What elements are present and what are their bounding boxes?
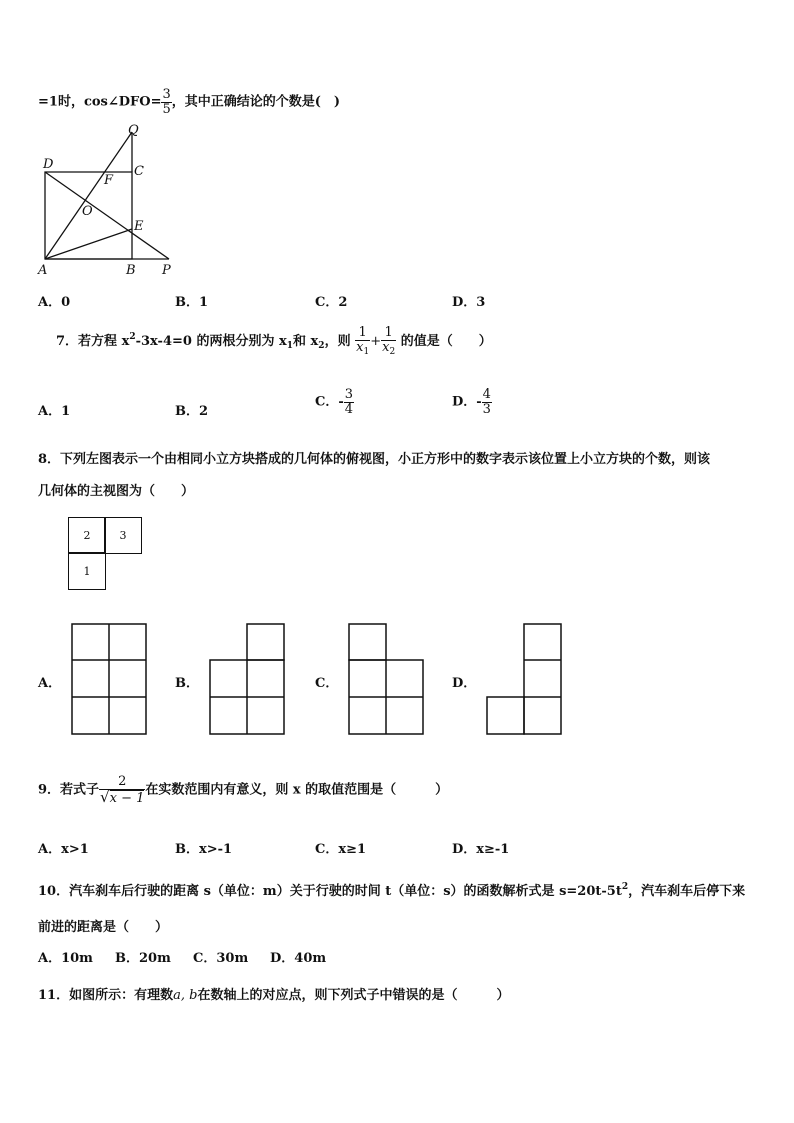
- label-o: O: [82, 204, 93, 219]
- label-d: D: [43, 157, 54, 172]
- q9-option-a[interactable]: A．x>1: [38, 842, 89, 857]
- q6-option-c[interactable]: C．2: [315, 295, 348, 310]
- q7-option-d[interactable]: D．- $\frac{4}{3}$: [452, 387, 491, 417]
- q9-stem: 9．若式子 $\frac{2}{√x - 1}$ 在实数范围内有意义，则 x 的取值范围是（ ）: [38, 774, 449, 806]
- label-e: E: [134, 219, 144, 234]
- q8-option-a-figure[interactable]: [70, 622, 150, 736]
- q8-option-c-label[interactable]: C．: [315, 676, 339, 691]
- q10-stem-line1: 10．汽车刹车后行驶的距离 s（单位：m）关于行驶的时间 t（单位：s）的函数解析式是 $s=20t-5t^2$，汽车刹车后停下来: [38, 882, 746, 899]
- label-a: A: [38, 263, 48, 278]
- q9-option-d[interactable]: D．x≥-1: [452, 842, 510, 857]
- label-c: C: [134, 164, 144, 179]
- q6-option-b[interactable]: B．1: [175, 295, 209, 310]
- q11-stem: 11．如图所示：有理数a, b在数轴上的对应点，则下列式子中错误的是（ ）: [38, 988, 510, 1003]
- label-f: F: [104, 173, 114, 188]
- q9-option-c[interactable]: C．x≥1: [315, 842, 367, 857]
- segment-ae: [45, 229, 132, 259]
- q8-option-a-label[interactable]: A．: [38, 676, 62, 691]
- q6-prefix: =1时，cos∠DFO=: [38, 94, 162, 110]
- q8-option-b-figure[interactable]: [208, 622, 288, 736]
- q8-option-d-label[interactable]: D．: [452, 676, 477, 691]
- q7-fraction-2: $\frac{1}{x_2}$: [382, 325, 396, 357]
- q7-option-c[interactable]: C．- $\frac{3}{4}$: [315, 387, 354, 417]
- q6-stem: [38, 88, 340, 116]
- top-view-cell: 2: [68, 517, 106, 554]
- q7-option-a[interactable]: A．1: [38, 404, 71, 419]
- q9-option-b[interactable]: B．x>-1: [175, 842, 233, 857]
- q7-stem: 7．若方程 $x^2-3x-4=0$ 的两根分别为 $x_1$和 $x_2$，则 $\frac{1}{x_1}$ + $\frac{1}{x_2}$ 的值是（ ）: [56, 325, 492, 357]
- q6-option-a[interactable]: A．0: [38, 295, 71, 310]
- q6-option-d[interactable]: D．3: [452, 295, 486, 310]
- q10-option-d[interactable]: D．40m: [270, 951, 327, 966]
- top-view-cell: 3: [104, 517, 142, 554]
- label-q: Q: [128, 123, 139, 138]
- label-p: P: [162, 263, 171, 278]
- q9-fraction: $\frac{2}{√x - 1}$: [100, 774, 145, 806]
- q7-option-b[interactable]: B．2: [175, 404, 209, 419]
- q8-stem-line1: 8．下列左图表示一个由相同小立方块搭成的几何体的俯视图，小正方形中的数字表示该位置上小立方块的个数，则该: [38, 452, 711, 467]
- q10-option-b[interactable]: B．20m: [115, 951, 171, 966]
- q8-option-b-label[interactable]: B．: [175, 676, 199, 691]
- q8-option-c-figure[interactable]: [347, 622, 427, 736]
- q7-fraction-1: $\frac{1}{x_1}$: [356, 325, 370, 357]
- q10-option-a[interactable]: A．10m: [38, 951, 93, 966]
- q10-stem-line2: 前进的距离是（ ）: [38, 920, 169, 935]
- q8-option-d-figure[interactable]: [485, 622, 565, 736]
- q8-stem-line2: 几何体的主视图为（ ）: [38, 484, 195, 499]
- segment-aq: [45, 132, 132, 259]
- label-b: B: [126, 263, 136, 278]
- top-view-cell: 1: [68, 552, 106, 590]
- q6-suffix: ，其中正确结论的个数是( ): [171, 94, 341, 110]
- q6-fraction: $\frac{3}{5}$: [162, 87, 171, 117]
- q10-option-c[interactable]: C．30m: [193, 951, 249, 966]
- q6-geometry-figure: [30, 120, 190, 280]
